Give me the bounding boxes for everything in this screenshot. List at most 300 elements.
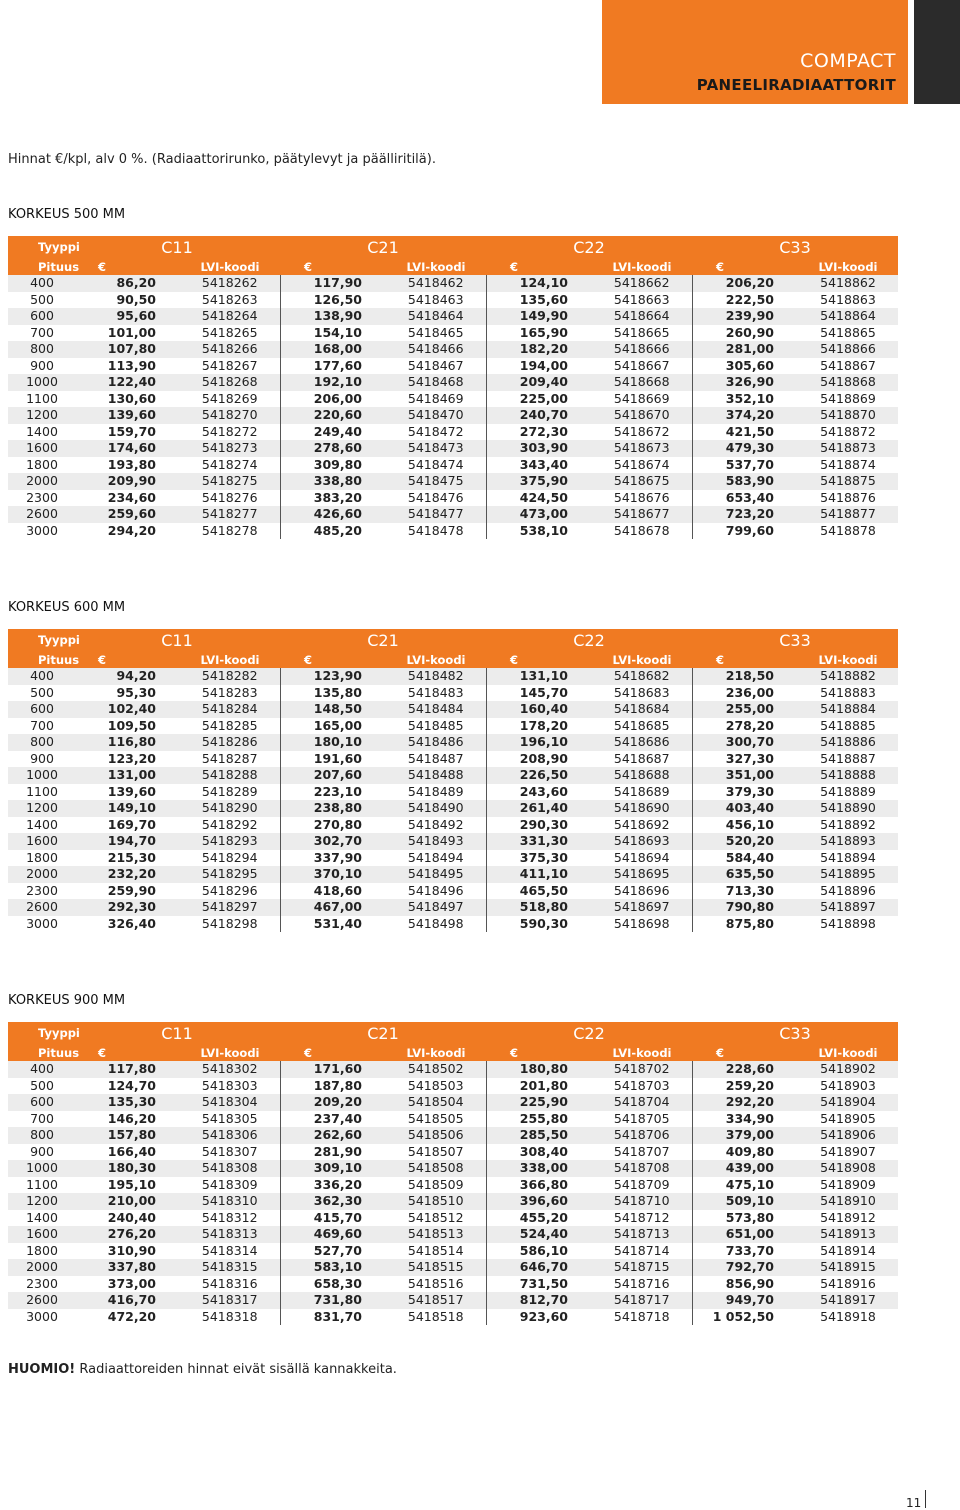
code-cell: 5418288 bbox=[180, 767, 280, 784]
length-cell: 600 bbox=[8, 1094, 74, 1111]
price-cell: 379,30 bbox=[725, 783, 774, 799]
code-cell: 5418884 bbox=[798, 701, 898, 718]
note-label: HUOMIO! bbox=[8, 1362, 76, 1377]
price-cell: 949,70 bbox=[692, 1292, 798, 1309]
price-cell: 196,10 bbox=[486, 734, 592, 751]
price-cell: 383,20 bbox=[313, 489, 362, 505]
code-cell: 5418305 bbox=[180, 1111, 280, 1128]
price-cell: 123,90 bbox=[280, 668, 386, 685]
code-column-header: LVI-koodi bbox=[798, 651, 898, 668]
price-column-header: € bbox=[74, 1044, 180, 1061]
length-cell: 1200 bbox=[8, 407, 74, 424]
price-cell: 713,30 bbox=[725, 882, 774, 898]
code-cell: 5418487 bbox=[386, 751, 486, 768]
price-cell: 635,50 bbox=[692, 866, 798, 883]
code-cell: 5418916 bbox=[820, 1275, 876, 1291]
price-cell: 259,60 bbox=[74, 506, 180, 523]
code-cell: 5418513 bbox=[386, 1226, 486, 1243]
table-row bbox=[8, 817, 898, 834]
code-cell: 5418462 bbox=[386, 275, 486, 292]
code-cell: 5418897 bbox=[798, 899, 898, 916]
length-cell: 1600 bbox=[8, 440, 74, 457]
price-cell: 168,00 bbox=[280, 341, 386, 358]
code-cell: 5418282 bbox=[180, 668, 280, 685]
length-cell: 1000 bbox=[8, 1160, 74, 1177]
price-cell: 531,40 bbox=[313, 915, 362, 931]
table-row bbox=[8, 292, 898, 309]
code-cell: 5418286 bbox=[180, 734, 280, 751]
price-cell: 124,10 bbox=[486, 275, 592, 292]
table-row bbox=[8, 407, 898, 424]
code-cell: 5418667 bbox=[592, 358, 692, 375]
price-cell: 218,50 bbox=[692, 668, 798, 685]
code-cell: 5418489 bbox=[386, 784, 486, 801]
price-cell: 520,20 bbox=[692, 833, 798, 850]
code-cell: 5418889 bbox=[820, 783, 876, 799]
price-cell: 206,00 bbox=[313, 390, 362, 406]
code-cell: 5418497 bbox=[386, 899, 486, 916]
code-cell: 5418872 bbox=[820, 423, 876, 439]
code-cell: 5418464 bbox=[386, 308, 486, 325]
code-cell: 5418478 bbox=[386, 523, 486, 540]
code-cell: 5418684 bbox=[592, 701, 692, 718]
price-cell: 131,10 bbox=[486, 668, 592, 685]
table-row bbox=[8, 883, 898, 900]
price-cell: 305,60 bbox=[725, 357, 774, 373]
price-cell: 180,80 bbox=[486, 1061, 592, 1078]
code-cell: 5418917 bbox=[798, 1292, 898, 1309]
code-cell: 5418918 bbox=[820, 1308, 876, 1324]
price-table bbox=[8, 1022, 898, 1325]
code-cell: 5418902 bbox=[798, 1061, 898, 1078]
price-cell: 232,20 bbox=[74, 866, 180, 883]
price-cell: 527,70 bbox=[313, 1242, 362, 1258]
table-row bbox=[8, 490, 898, 507]
price-table bbox=[8, 629, 898, 932]
price-cell: 292,30 bbox=[74, 899, 180, 916]
length-cell: 1800 bbox=[26, 849, 58, 865]
code-cell: 5418893 bbox=[798, 833, 898, 850]
price-cell: 182,20 bbox=[486, 341, 592, 358]
code-cell: 5418494 bbox=[386, 850, 486, 867]
code-cell: 5418298 bbox=[180, 916, 280, 933]
length-cell: 1100 bbox=[26, 1176, 58, 1192]
price-cell: 278,20 bbox=[725, 717, 774, 733]
page-number-divider bbox=[925, 1490, 926, 1508]
code-cell: 5418862 bbox=[798, 275, 898, 292]
code-cell: 5418273 bbox=[180, 440, 280, 457]
code-cell: 5418505 bbox=[386, 1111, 486, 1128]
price-cell: 290,30 bbox=[519, 816, 568, 832]
note-text: Radiaattoreiden hinnat eivät sisällä kannakkeita. bbox=[75, 1362, 397, 1377]
price-cell: 338,00 bbox=[486, 1160, 592, 1177]
code-cell: 5418467 bbox=[386, 358, 486, 375]
code-cell: 5418698 bbox=[592, 916, 692, 933]
price-cell: 338,80 bbox=[280, 473, 386, 490]
price-cell: 272,30 bbox=[519, 423, 568, 439]
price-cell: 792,70 bbox=[692, 1259, 798, 1276]
length-cell: 1100 bbox=[26, 390, 58, 406]
code-cell: 5418516 bbox=[386, 1276, 486, 1293]
code-cell: 5418493 bbox=[386, 833, 486, 850]
price-cell: 194,00 bbox=[519, 357, 568, 373]
code-cell: 5418263 bbox=[180, 292, 280, 309]
code-cell: 5418318 bbox=[180, 1309, 280, 1326]
length-cell: 1400 bbox=[26, 423, 58, 439]
price-column-header: € bbox=[486, 651, 592, 668]
price-cell: 146,20 bbox=[107, 1110, 156, 1126]
code-cell: 5418717 bbox=[592, 1292, 692, 1309]
code-cell: 5418696 bbox=[592, 883, 692, 900]
price-column-header: € bbox=[280, 1044, 386, 1061]
code-cell: 5418274 bbox=[180, 457, 280, 474]
price-cell: 138,90 bbox=[280, 308, 386, 325]
code-column-header: LVI-koodi bbox=[386, 258, 486, 275]
code-cell: 5418707 bbox=[592, 1144, 692, 1161]
code-cell: 5418915 bbox=[798, 1259, 898, 1276]
code-cell: 5418882 bbox=[798, 668, 898, 685]
length-cell: 400 bbox=[8, 275, 74, 292]
code-cell: 5418492 bbox=[386, 817, 486, 834]
code-column-header: LVI-koodi bbox=[592, 1044, 692, 1061]
price-cell: 259,90 bbox=[107, 882, 156, 898]
price-cell: 209,20 bbox=[280, 1094, 386, 1111]
price-cell: 193,80 bbox=[107, 456, 156, 472]
code-cell: 5418275 bbox=[180, 473, 280, 490]
code-cell: 5418287 bbox=[180, 751, 280, 768]
price-cell: 409,80 bbox=[725, 1143, 774, 1159]
code-cell: 5418715 bbox=[592, 1259, 692, 1276]
code-cell: 5418703 bbox=[592, 1078, 692, 1095]
length-cell: 3000 bbox=[26, 522, 58, 538]
price-column-header: € bbox=[692, 651, 798, 668]
group-header: C11 bbox=[74, 236, 280, 258]
price-cell: 95,60 bbox=[74, 308, 180, 325]
code-cell: 5418912 bbox=[820, 1209, 876, 1225]
price-cell: 537,70 bbox=[725, 456, 774, 472]
price-table bbox=[8, 236, 898, 539]
price-cell: 651,00 bbox=[692, 1226, 798, 1243]
price-cell: 149,10 bbox=[74, 800, 180, 817]
header-product-line: COMPACT bbox=[800, 50, 896, 72]
price-column-header: € bbox=[692, 1044, 798, 1061]
length-cell: 1200 bbox=[8, 1193, 74, 1210]
price-cell: 646,70 bbox=[486, 1259, 592, 1276]
code-cell: 5418304 bbox=[180, 1094, 280, 1111]
price-cell: 209,90 bbox=[74, 473, 180, 490]
price-cell: 374,20 bbox=[692, 407, 798, 424]
code-cell: 5418885 bbox=[820, 717, 876, 733]
code-cell: 5418268 bbox=[180, 374, 280, 391]
code-cell: 5418909 bbox=[820, 1176, 876, 1192]
code-cell: 5418665 bbox=[592, 325, 692, 342]
table-row bbox=[8, 718, 898, 735]
table-row bbox=[8, 701, 898, 718]
length-cell: 600 bbox=[8, 701, 74, 718]
price-column-header: € bbox=[74, 651, 180, 668]
code-cell: 5418877 bbox=[798, 506, 898, 523]
price-cell: 124,70 bbox=[107, 1077, 156, 1093]
price-cell: 210,00 bbox=[74, 1193, 180, 1210]
code-cell: 5418469 bbox=[386, 391, 486, 408]
header-category: PANEELIRADIAATTORIT bbox=[696, 76, 896, 94]
code-cell: 5418898 bbox=[820, 915, 876, 931]
table-row bbox=[8, 506, 898, 523]
group-header: C22 bbox=[486, 629, 692, 651]
length-cell: 1600 bbox=[8, 833, 74, 850]
length-cell: 1800 bbox=[26, 1242, 58, 1258]
length-cell: 2000 bbox=[8, 1259, 74, 1276]
code-cell: 5418670 bbox=[592, 407, 692, 424]
code-cell: 5418285 bbox=[180, 718, 280, 735]
code-cell: 5418705 bbox=[592, 1111, 692, 1128]
code-cell: 5418664 bbox=[592, 308, 692, 325]
price-cell: 135,60 bbox=[519, 291, 568, 307]
price-cell: 94,20 bbox=[74, 668, 180, 685]
price-cell: 790,80 bbox=[692, 899, 798, 916]
code-cell: 5418292 bbox=[180, 817, 280, 834]
price-cell: 255,00 bbox=[692, 701, 798, 718]
price-cell: 206,20 bbox=[692, 275, 798, 292]
price-cell: 135,80 bbox=[313, 684, 362, 700]
table-row bbox=[8, 358, 898, 375]
table-row bbox=[8, 1111, 898, 1128]
price-cell: 261,40 bbox=[486, 800, 592, 817]
code-cell: 5418308 bbox=[180, 1160, 280, 1177]
code-cell: 5418490 bbox=[386, 800, 486, 817]
code-cell: 5418474 bbox=[386, 457, 486, 474]
code-cell: 5418883 bbox=[820, 684, 876, 700]
table-row bbox=[8, 866, 898, 883]
price-cell: 135,30 bbox=[74, 1094, 180, 1111]
price-cell: 101,00 bbox=[107, 324, 156, 340]
length-cell: 2600 bbox=[8, 899, 74, 916]
code-cell: 5418266 bbox=[180, 341, 280, 358]
length-cell: 700 bbox=[30, 324, 54, 340]
section-title: KORKEUS 900 MM bbox=[8, 993, 126, 1008]
code-cell: 5418863 bbox=[820, 291, 876, 307]
length-cell: 700 bbox=[30, 717, 54, 733]
section-title: KORKEUS 600 MM bbox=[8, 600, 126, 615]
code-cell: 5418677 bbox=[592, 506, 692, 523]
length-cell: 2600 bbox=[8, 506, 74, 523]
code-cell: 5418269 bbox=[180, 391, 280, 408]
table-row bbox=[8, 1193, 898, 1210]
code-cell: 5418706 bbox=[592, 1127, 692, 1144]
price-cell: 292,20 bbox=[692, 1094, 798, 1111]
code-cell: 5418714 bbox=[592, 1243, 692, 1260]
price-cell: 362,30 bbox=[280, 1193, 386, 1210]
code-cell: 5418502 bbox=[386, 1061, 486, 1078]
price-cell: 375,30 bbox=[519, 849, 568, 865]
table-row bbox=[8, 751, 898, 768]
price-cell: 416,70 bbox=[74, 1292, 180, 1309]
code-cell: 5418303 bbox=[180, 1078, 280, 1095]
price-column-header: € bbox=[280, 258, 386, 275]
price-cell: 326,90 bbox=[692, 374, 798, 391]
code-column-header: LVI-koodi bbox=[180, 1044, 280, 1061]
group-header: C11 bbox=[74, 629, 280, 651]
price-cell: 518,80 bbox=[486, 899, 592, 916]
price-cell: 122,40 bbox=[74, 374, 180, 391]
group-header: C21 bbox=[280, 236, 486, 258]
price-cell: 337,80 bbox=[74, 1259, 180, 1276]
length-cell: 2000 bbox=[8, 473, 74, 490]
price-cell: 145,70 bbox=[519, 684, 568, 700]
group-header: C33 bbox=[692, 1022, 898, 1044]
code-column-header: LVI-koodi bbox=[798, 1044, 898, 1061]
length-cell: 600 bbox=[8, 308, 74, 325]
code-cell: 5418488 bbox=[386, 767, 486, 784]
length-cell: 1400 bbox=[26, 816, 58, 832]
price-cell: 469,60 bbox=[280, 1226, 386, 1243]
table-row bbox=[8, 685, 898, 702]
code-cell: 5418518 bbox=[386, 1309, 486, 1326]
group-header: C22 bbox=[486, 1022, 692, 1044]
price-column-header: € bbox=[280, 651, 386, 668]
code-cell: 5418906 bbox=[798, 1127, 898, 1144]
code-cell: 5418662 bbox=[592, 275, 692, 292]
price-cell: 831,70 bbox=[313, 1308, 362, 1324]
length-cell: 1200 bbox=[8, 800, 74, 817]
price-cell: 370,10 bbox=[280, 866, 386, 883]
price-cell: 396,60 bbox=[486, 1193, 592, 1210]
price-cell: 418,60 bbox=[313, 882, 362, 898]
price-cell: 731,50 bbox=[519, 1275, 568, 1291]
price-cell: 201,80 bbox=[519, 1077, 568, 1093]
table-row bbox=[8, 850, 898, 867]
length-label: Pituus bbox=[8, 1044, 74, 1061]
price-cell: 294,20 bbox=[107, 522, 156, 538]
group-header: C21 bbox=[280, 629, 486, 651]
type-label: Tyyppi bbox=[8, 1022, 74, 1044]
price-cell: 424,50 bbox=[519, 489, 568, 505]
code-cell: 5418914 bbox=[820, 1242, 876, 1258]
price-cell: 234,60 bbox=[107, 489, 156, 505]
price-cell: 653,40 bbox=[725, 489, 774, 505]
price-cell: 421,50 bbox=[725, 423, 774, 439]
code-cell: 5418867 bbox=[820, 357, 876, 373]
code-cell: 5418873 bbox=[798, 440, 898, 457]
code-cell: 5418290 bbox=[180, 800, 280, 817]
price-cell: 336,20 bbox=[313, 1176, 362, 1192]
code-cell: 5418718 bbox=[592, 1309, 692, 1326]
page-number: 11 bbox=[906, 1496, 922, 1510]
price-cell: 240,40 bbox=[107, 1209, 156, 1225]
code-cell: 5418509 bbox=[386, 1177, 486, 1194]
length-cell: 400 bbox=[8, 1061, 74, 1078]
price-cell: 130,60 bbox=[107, 390, 156, 406]
price-cell: 208,90 bbox=[519, 750, 568, 766]
price-cell: 276,20 bbox=[74, 1226, 180, 1243]
length-cell: 500 bbox=[30, 1077, 54, 1093]
code-cell: 5418713 bbox=[592, 1226, 692, 1243]
length-cell: 1100 bbox=[26, 783, 58, 799]
code-cell: 5418874 bbox=[820, 456, 876, 472]
price-cell: 109,50 bbox=[107, 717, 156, 733]
code-cell: 5418673 bbox=[592, 440, 692, 457]
price-cell: 225,00 bbox=[519, 390, 568, 406]
price-cell: 302,70 bbox=[280, 833, 386, 850]
code-cell: 5418892 bbox=[820, 816, 876, 832]
price-cell: 337,90 bbox=[313, 849, 362, 865]
table-row bbox=[8, 1276, 898, 1293]
price-cell: 415,70 bbox=[313, 1209, 362, 1225]
price-cell: 131,00 bbox=[74, 767, 180, 784]
price-cell: 351,00 bbox=[692, 767, 798, 784]
group-header: C22 bbox=[486, 236, 692, 258]
code-cell: 5418472 bbox=[386, 424, 486, 441]
price-cell: 467,00 bbox=[280, 899, 386, 916]
code-cell: 5418270 bbox=[180, 407, 280, 424]
group-header: C21 bbox=[280, 1022, 486, 1044]
price-intro-text: Hinnat €/kpl, alv 0 %. (Radiaattorirunko, päätylevyt ja päälliritilä). bbox=[8, 152, 436, 167]
code-cell: 5418869 bbox=[820, 390, 876, 406]
code-cell: 5418316 bbox=[180, 1276, 280, 1293]
price-cell: 590,30 bbox=[519, 915, 568, 931]
price-cell: 875,80 bbox=[725, 915, 774, 931]
code-cell: 5418687 bbox=[592, 751, 692, 768]
price-cell: 281,90 bbox=[313, 1143, 362, 1159]
table-row bbox=[8, 1078, 898, 1095]
code-cell: 5418315 bbox=[180, 1259, 280, 1276]
code-cell: 5418514 bbox=[386, 1243, 486, 1260]
code-cell: 5418463 bbox=[386, 292, 486, 309]
price-column-header: € bbox=[692, 258, 798, 275]
price-cell: 586,10 bbox=[519, 1242, 568, 1258]
price-cell: 270,80 bbox=[313, 816, 362, 832]
code-cell: 5418888 bbox=[798, 767, 898, 784]
price-cell: 166,40 bbox=[107, 1143, 156, 1159]
price-cell: 262,60 bbox=[280, 1127, 386, 1144]
code-cell: 5418466 bbox=[386, 341, 486, 358]
price-cell: 139,60 bbox=[74, 407, 180, 424]
price-cell: 180,30 bbox=[74, 1160, 180, 1177]
code-column-header: LVI-koodi bbox=[386, 1044, 486, 1061]
code-cell: 5418666 bbox=[592, 341, 692, 358]
table-row bbox=[8, 440, 898, 457]
code-cell: 5418296 bbox=[180, 883, 280, 900]
length-cell: 1800 bbox=[26, 456, 58, 472]
table-row bbox=[8, 1160, 898, 1177]
price-cell: 90,50 bbox=[116, 291, 156, 307]
table-row bbox=[8, 899, 898, 916]
table-row bbox=[8, 473, 898, 490]
group-header: C33 bbox=[692, 629, 898, 651]
group-header: C11 bbox=[74, 1022, 280, 1044]
code-cell: 5418868 bbox=[798, 374, 898, 391]
code-cell: 5418278 bbox=[180, 523, 280, 540]
code-cell: 5418693 bbox=[592, 833, 692, 850]
code-cell: 5418709 bbox=[592, 1177, 692, 1194]
code-cell: 5418309 bbox=[180, 1177, 280, 1194]
code-cell: 5418473 bbox=[386, 440, 486, 457]
price-cell: 456,10 bbox=[725, 816, 774, 832]
length-cell: 3000 bbox=[26, 915, 58, 931]
code-cell: 5418483 bbox=[386, 685, 486, 702]
section-title: KORKEUS 500 MM bbox=[8, 207, 126, 222]
code-cell: 5418675 bbox=[592, 473, 692, 490]
code-cell: 5418283 bbox=[180, 685, 280, 702]
length-cell: 800 bbox=[8, 734, 74, 751]
price-cell: 923,60 bbox=[519, 1308, 568, 1324]
price-cell: 116,80 bbox=[74, 734, 180, 751]
price-cell: 86,20 bbox=[74, 275, 180, 292]
code-cell: 5418708 bbox=[592, 1160, 692, 1177]
price-cell: 352,10 bbox=[725, 390, 774, 406]
code-cell: 5418293 bbox=[180, 833, 280, 850]
code-cell: 5418265 bbox=[180, 325, 280, 342]
